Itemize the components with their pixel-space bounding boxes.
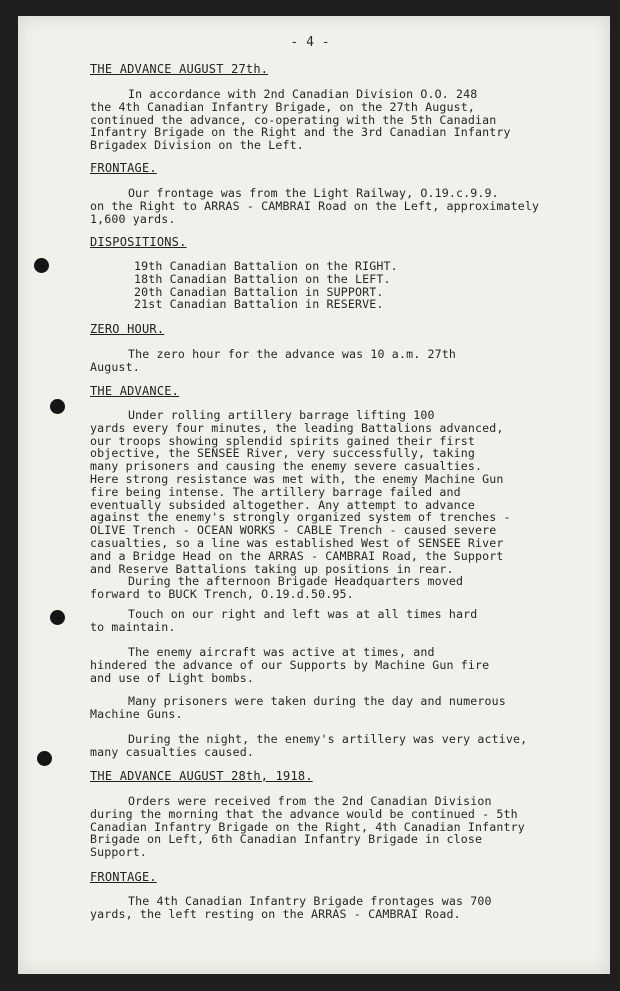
- section-heading: ZERO HOUR.: [90, 322, 165, 336]
- text-line: against the enemy's strongly organized system of trenches -: [90, 510, 511, 525]
- text-line: fire being intense. The artillery barrage failed and: [90, 484, 461, 499]
- text-line: Brigade on Left, 6th Canadian Infantry Brigade in close: [90, 832, 483, 847]
- text-line: to maintain.: [90, 619, 176, 634]
- text-line: During the night, the enemy's artillery was very active,: [128, 732, 528, 746]
- paragraph: [90, 348, 456, 374]
- text-line: our troops showing splendid spirits gained their first: [90, 433, 476, 448]
- text-line: Touch on our right and left was at all times hard: [128, 607, 478, 621]
- text-line: on the Right to ARRAS - CAMBRAI Road on the Left, approximately: [90, 198, 540, 213]
- text-line: Canadian Infantry Brigade on the Right, 4th Canadian Infantry: [90, 819, 525, 834]
- text-line: Our frontage was from the Light Railway, O.19.c.9.9.: [128, 186, 499, 200]
- text-line: Machine Guns.: [90, 706, 183, 721]
- text-line: The zero hour for the advance was 10 a.m. 27th: [128, 347, 456, 361]
- paragraph: [90, 695, 506, 721]
- paragraph: [90, 646, 489, 684]
- text-line: continued the advance, co-operating with the 5th Canadian: [90, 112, 497, 127]
- text-line: During the afternoon Brigade Headquarters moved: [128, 574, 464, 589]
- paragraph: [90, 409, 511, 601]
- section-heading: FRONTAGE.: [90, 161, 157, 175]
- section-heading: DISPOSITIONS.: [90, 235, 187, 249]
- text-line: the 4th Canadian Infantry Brigade, on the 27th August,: [90, 99, 476, 114]
- text-line: Many prisoners were taken during the day and numerous: [128, 694, 506, 708]
- paragraph: [90, 795, 525, 859]
- text-line: objective, the SENSEE River, very successfully, taking: [90, 446, 476, 461]
- text-line: casualties, so a line was established West of SENSEE River: [90, 535, 504, 550]
- page-number: - 4 -: [290, 35, 330, 50]
- paragraph: [90, 187, 539, 225]
- paragraph: [90, 88, 511, 152]
- section-heading: THE ADVANCE AUGUST 27th.: [90, 62, 269, 76]
- text-line: 20th Canadian Battalion in SUPPORT.: [134, 284, 384, 299]
- paragraph: [134, 260, 398, 311]
- text-line: eventually subsided altogether. Any attempt to advance: [90, 497, 476, 512]
- text-line: OLIVE Trench - OCEAN WORKS - CABLE Trench - caused severe: [90, 523, 497, 538]
- text-line: Here strong resistance was met with, the enemy Machine Gun: [90, 471, 504, 486]
- punch-hole: [50, 399, 65, 414]
- text-line: yards, the left resting on the ARRAS - CAMBRAI Road.: [90, 906, 461, 921]
- text-line: 1,600 yards.: [90, 211, 176, 226]
- text-line: many prisoners and causing the enemy severe casualties.: [90, 459, 483, 474]
- section-heading: THE ADVANCE AUGUST 28th, 1918.: [90, 769, 313, 783]
- punch-hole: [34, 258, 49, 273]
- text-line: In accordance with 2nd Canadian Division O.O. 248: [128, 87, 478, 101]
- text-line: and a Bridge Head on the ARRAS - CAMBRAI Road, the Support: [90, 548, 504, 563]
- section-heading: FRONTAGE.: [90, 870, 157, 884]
- text-line: Infantry Brigade on the Right and the 3rd Canadian Infantry: [90, 125, 511, 140]
- text-line: and use of Light bombs.: [90, 670, 254, 685]
- text-line: during the morning that the advance would be continued - 5th: [90, 806, 518, 821]
- punch-hole: [50, 610, 65, 625]
- text-line: Support.: [90, 845, 148, 860]
- text-line: Under rolling artillery barrage lifting 100: [128, 408, 435, 422]
- punch-hole: [37, 751, 52, 766]
- text-line: Orders were received from the 2nd Canadian Division: [128, 794, 492, 808]
- text-line: forward to BUCK Trench, O.19.d.50.95.: [90, 587, 354, 602]
- paragraph: [90, 733, 527, 759]
- text-line: yards every four minutes, the leading Battalions advanced,: [90, 420, 504, 435]
- paragraph: [90, 895, 492, 921]
- text-line: 18th Canadian Battalion on the LEFT.: [134, 271, 391, 286]
- text-line: 19th Canadian Battalion on the RIGHT.: [134, 259, 398, 273]
- text-line: The 4th Canadian Infantry Brigade frontages was 700: [128, 894, 492, 908]
- section-heading: THE ADVANCE.: [90, 384, 180, 398]
- paragraph: [90, 608, 477, 634]
- text-line: and Reserve Battalions taking up positions in rear.: [90, 561, 454, 576]
- text-line: Brigadex Division on the Left.: [90, 138, 304, 153]
- text-line: hindered the advance of our Supports by Machine Gun fire: [90, 657, 490, 672]
- text-line: The enemy aircraft was active at times, and: [128, 645, 435, 659]
- text-line: August.: [90, 359, 140, 374]
- text-line: 21st Canadian Battalion in RESERVE.: [134, 297, 384, 312]
- text-line: many casualties caused.: [90, 744, 254, 759]
